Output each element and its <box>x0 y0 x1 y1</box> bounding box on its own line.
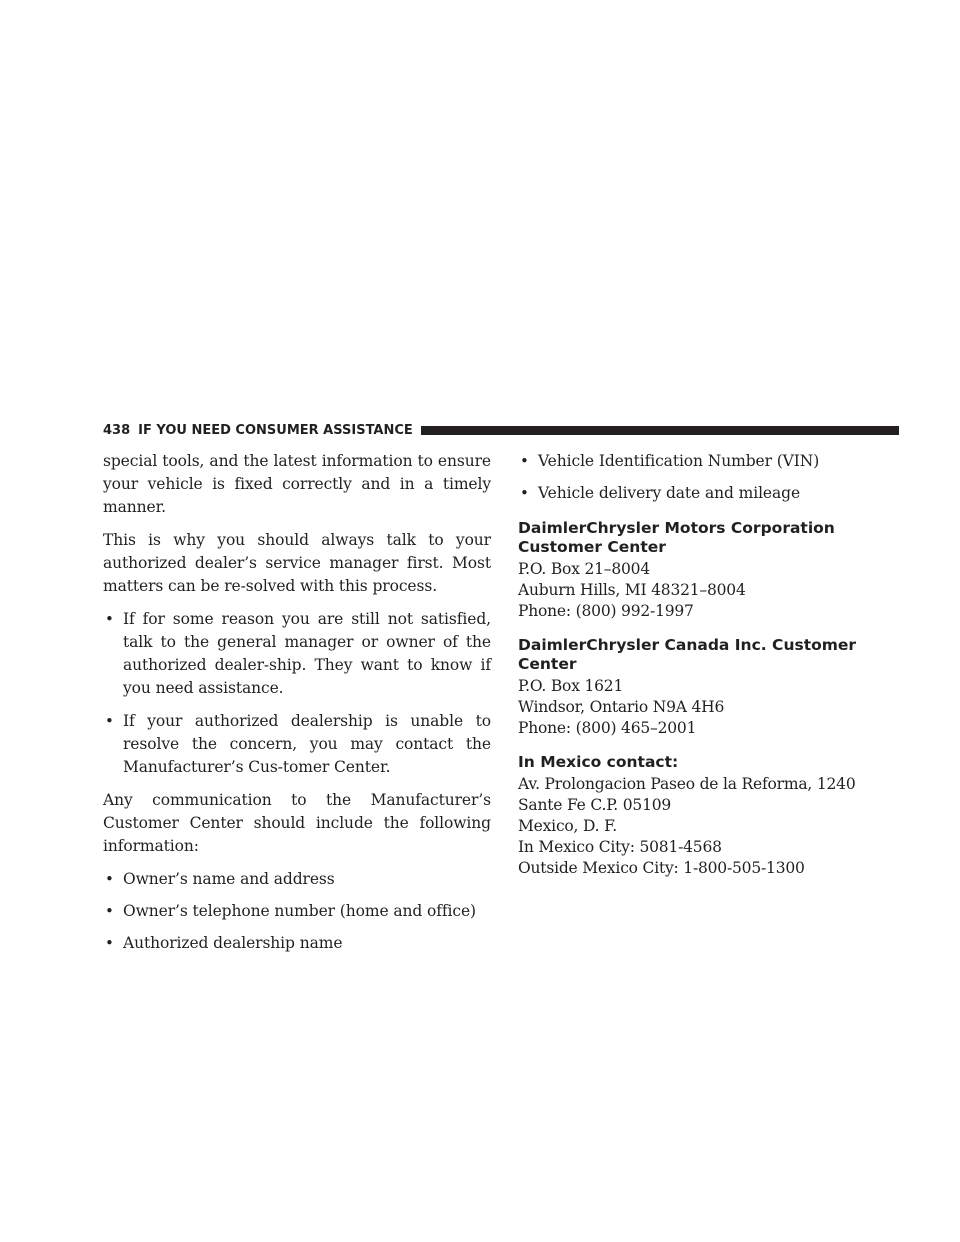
us-customer-center <box>518 519 900 622</box>
list-item-text: If for some reason you are still not satisfied, talk to the general manager or owner of the authorized dealer-ship. They want to know if you need assistance. <box>123 610 491 697</box>
address-line: P.O. Box 1621 <box>518 677 624 695</box>
mexico-heading: In Mexico contact: <box>518 753 679 771</box>
bullet-icon: • <box>105 870 114 888</box>
mexico-contact <box>518 753 900 879</box>
paragraph: Any communication to the Manufacturer’s Customer Center should include the following information: <box>103 791 491 855</box>
phone-line: Phone: (800) 465–2001 <box>518 719 697 737</box>
bullet-icon: • <box>520 452 529 470</box>
list-item-text: If your authorized dealership is unable to resolve the concern, you may contact the Manufacturer’s Cus-tomer Center. <box>123 712 491 776</box>
canada-center-heading: DaimlerChrysler Canada Inc. Customer Center <box>518 636 857 673</box>
bullet-icon: • <box>105 610 114 628</box>
list-item-text: Authorized dealership name <box>123 934 343 952</box>
list-item <box>103 608 491 700</box>
list-item-text: Owner’s name and address <box>123 870 335 888</box>
right-column <box>518 450 900 887</box>
address-line: Sante Fe C.P. 05109 <box>518 796 672 814</box>
list-item-text: Owner’s telephone number (home and office) <box>123 902 476 920</box>
list-item-text: Vehicle Identification Number (VIN) <box>538 452 820 470</box>
bullet-icon: • <box>105 934 114 952</box>
header-rule <box>421 426 899 435</box>
address-line: Windsor, Ontario N9A 4H6 <box>518 698 725 716</box>
list-item <box>103 710 491 779</box>
phone-line: In Mexico City: 5081-4568 <box>518 838 722 856</box>
section-title: IF YOU NEED CONSUMER ASSISTANCE <box>138 422 413 438</box>
us-center-heading: DaimlerChrysler Motors Corporation Customer Center <box>518 519 835 556</box>
page-header <box>103 421 899 439</box>
list-item <box>103 932 491 955</box>
phone-line: Outside Mexico City: 1-800-505-1300 <box>518 859 805 877</box>
address-line: P.O. Box 21–8004 <box>518 560 650 578</box>
left-column <box>103 450 491 964</box>
address-line: Av. Prolongacion Paseo de la Reforma, 1240 <box>518 775 856 793</box>
paragraph: special tools, and the latest information to ensure your vehicle is fixed correctly and in a timely manner. <box>103 452 491 516</box>
bullet-icon: • <box>105 712 114 730</box>
page-number: 438 <box>103 422 131 438</box>
address-line: Mexico, D. F. <box>518 817 618 835</box>
list-item-text: Vehicle delivery date and mileage <box>538 484 801 502</box>
list-item <box>518 450 900 473</box>
bullet-icon: • <box>520 484 529 502</box>
canada-customer-center <box>518 636 900 739</box>
address-line: Auburn Hills, MI 48321–8004 <box>518 581 746 599</box>
paragraph: This is why you should always talk to your authorized dealer’s service manager first. Most matters can be re-solved with this process. <box>103 531 491 595</box>
bullet-icon: • <box>105 902 114 920</box>
list-item <box>103 900 491 923</box>
list-item <box>103 868 491 891</box>
phone-line: Phone: (800) 992-1997 <box>518 602 694 620</box>
list-item <box>518 482 900 505</box>
